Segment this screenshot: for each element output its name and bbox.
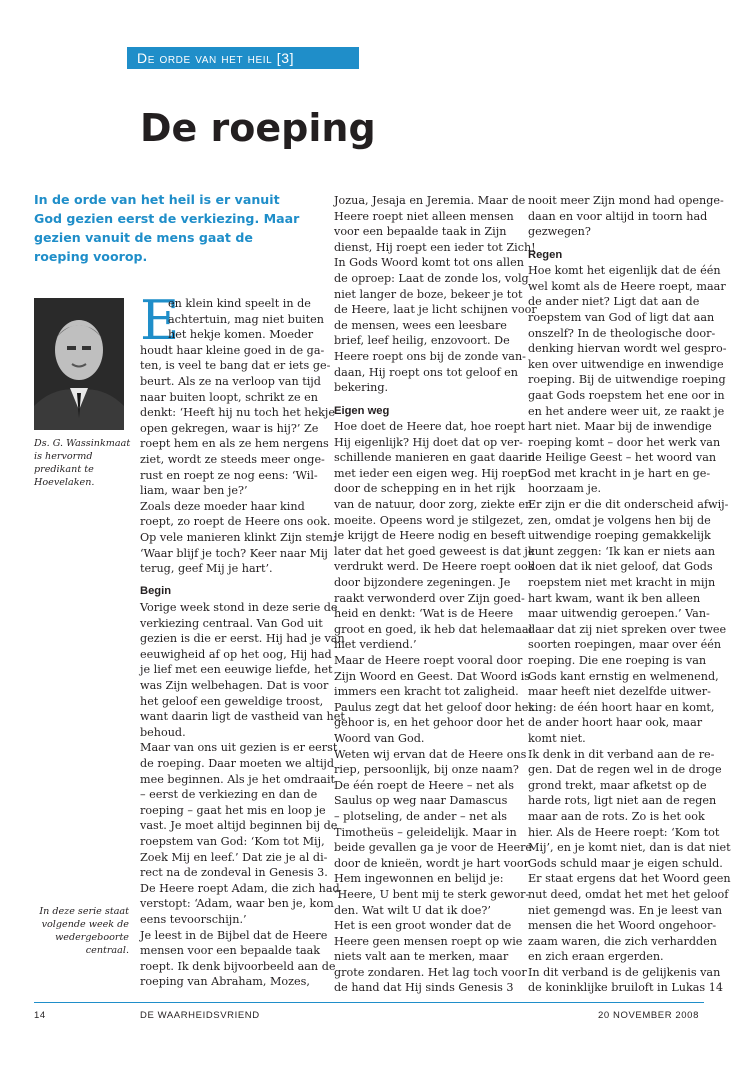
text-line: door de schepping en in het rijk bbox=[334, 482, 516, 496]
text-line: roept, zo roept de Heere ons ook. bbox=[140, 515, 331, 529]
text-line: voor een bepaalde taak in Zijn bbox=[334, 225, 507, 239]
text-line: roeping van Abraham, Mozes, bbox=[140, 975, 310, 989]
text-line: denking hiervan wordt wel gespro- bbox=[528, 342, 727, 356]
article-column-2 bbox=[334, 193, 537, 996]
article-column-3 bbox=[528, 193, 731, 996]
text-line: denkt: ‘Heeft hij nu toch het hekje bbox=[140, 406, 335, 420]
text-line: maar uitwendig geroepen.’ Van- bbox=[528, 607, 710, 621]
paragraph-gap bbox=[334, 396, 537, 404]
text-line: roepstem van God: ‘Kom tot Mij, bbox=[140, 834, 325, 848]
text-line: hart kwam, want ik ben alleen bbox=[528, 591, 701, 605]
text-line: Ik denk in dit verband aan de re- bbox=[528, 747, 715, 761]
text-line: Zoals deze moeder haar kind bbox=[140, 499, 305, 513]
text-line: maar heeft niet dezelfde uitwer- bbox=[528, 685, 711, 699]
text-line: uitwendige roeping gemakkelijk bbox=[528, 529, 711, 543]
text-line: doen dat ik niet geloof, dat Gods bbox=[528, 560, 713, 574]
page-number: 14 bbox=[34, 1010, 46, 1021]
text-line: Saulus op weg naar Damascus bbox=[334, 794, 508, 808]
text-line: door bijzondere zegeningen. Je bbox=[334, 576, 511, 590]
intro-lead: In de orde van het heil is er vanuit God gezien eerst de verkiezing. Maar gezien vanuit de mens gaat de roeping voorop. bbox=[34, 192, 300, 264]
text-line: roeping komt – door het werk van bbox=[528, 435, 721, 449]
text-line: de Heere, laat je licht schijnen voor bbox=[334, 303, 537, 317]
text-line: ziet, wordt ze steeds meer onge- bbox=[140, 452, 325, 466]
text-line: en het andere weer uit, ze raakt je bbox=[528, 404, 725, 418]
text-line: Heere geen mensen roept op wie bbox=[334, 934, 523, 948]
article-title: De roeping bbox=[140, 106, 376, 150]
text-line: hoorzaam je. bbox=[528, 482, 602, 496]
text-line: niet verdiend.’ bbox=[334, 638, 417, 652]
text-line: Je leest in de Bijbel dat de Heere bbox=[140, 928, 328, 942]
text-line: roepstem niet met kracht in mijn bbox=[528, 576, 716, 590]
text-line: harde rots, ligt niet aan de regen bbox=[528, 794, 717, 808]
text-line: verstopt: ‘Adam, waar ben je, kom bbox=[140, 897, 334, 911]
section-heading: Begin bbox=[140, 585, 172, 598]
text-line: roeping. Bij de uitwendige roeping bbox=[528, 373, 726, 387]
text-line: Weten wij ervan dat de Heere ons bbox=[334, 747, 527, 761]
text-line: rect na de zondeval in Genesis 3. bbox=[140, 866, 328, 880]
text-line: nut deed, omdat het met het geloof bbox=[528, 887, 729, 901]
text-line: eens tevoorschijn.’ bbox=[140, 912, 247, 926]
text-line: Timotheüs – geleidelijk. Maar in bbox=[334, 825, 517, 839]
text-line: naar buiten loopt, schrikt ze en bbox=[140, 390, 318, 404]
author-photo bbox=[34, 298, 124, 430]
text-line: dienst, Hij roept een ieder tot Zich! bbox=[334, 240, 536, 254]
text-line: nooit meer Zijn mond had openge- bbox=[528, 194, 724, 207]
text-line: de roeping. Daar moeten we altijd bbox=[140, 757, 335, 771]
text-line: roepstem van God of ligt dat aan bbox=[528, 310, 715, 324]
text-line: Maar de Heere roept vooral door bbox=[334, 654, 523, 668]
text-line: Jozua, Jesaja en Jeremia. Maar de bbox=[334, 194, 526, 207]
text-line: Paulus zegt dat het geloof door het bbox=[334, 700, 533, 714]
text-line: behoud. bbox=[140, 725, 186, 739]
text-line: mensen voor een bepaalde taak bbox=[140, 944, 321, 958]
text-line: grond trekt, maar afketst op de bbox=[528, 778, 707, 792]
text-line: roeping. Die ene roeping is van bbox=[528, 654, 707, 668]
text-line: mee beginnen. Als je het omdraait bbox=[140, 772, 336, 786]
text-line: Op vele manieren klinkt Zijn stem: bbox=[140, 530, 337, 544]
text-line: De één roept de Heere – net als bbox=[334, 778, 514, 792]
text-line: Woord van God. bbox=[334, 731, 425, 745]
section-heading: Regen bbox=[528, 248, 563, 261]
text-line: Zijn Woord en Geest. Dat Woord is bbox=[334, 669, 531, 683]
text-line: open gekregen, waar is hij?’ Ze bbox=[140, 421, 319, 435]
text-line: en klein kind speelt in de bbox=[168, 297, 311, 310]
text-line: brief, leef heilig, enzovoort. De bbox=[334, 334, 510, 348]
text-line: hier. Als de Heere roept: ‘Kom tot bbox=[528, 825, 720, 839]
text-line: vast. Je moet altijd beginnen bij de bbox=[140, 819, 338, 833]
text-line: terug, geef Mij je hart’. bbox=[140, 562, 273, 576]
text-line: – plotseling, de ander – net als bbox=[334, 809, 508, 823]
text-line: en zich eraan ergerden. bbox=[528, 950, 664, 964]
text-line: de mensen, wees een leesbare bbox=[334, 318, 507, 332]
text-line: later dat het goed geweest is dat je bbox=[334, 544, 535, 558]
text-line: onszelf? In de theologische door- bbox=[528, 326, 716, 340]
text-line: Hij eigenlijk? Hij doet dat op ver- bbox=[334, 435, 523, 449]
text-line: was Zijn welbehagen. Dat is voor bbox=[140, 679, 329, 693]
text-line: daan en voor altijd in toorn had bbox=[528, 209, 708, 223]
text-line: verdrukt werd. De Heere roept ook bbox=[334, 560, 535, 574]
text-line: moeite. Opeens word je stilgezet, bbox=[334, 513, 524, 527]
text-line: immers een kracht tot zaligheid. bbox=[334, 685, 519, 699]
text-line: – eerst de verkiezing en dan de bbox=[140, 788, 318, 802]
photo-caption: Ds. G. Wassinkmaat is hervormd predikant te Hoevelaken. bbox=[34, 438, 131, 488]
text-line: beurt. Als ze na verloop van tijd bbox=[140, 374, 321, 388]
text-line: met ieder een eigen weg. Hij roept bbox=[334, 466, 533, 480]
text-line: Hoe komt het eigenlijk dat de één bbox=[528, 264, 721, 278]
text-line: liam, waar ben je?’ bbox=[140, 484, 248, 498]
text-line: het geloof een geweldige troost, bbox=[140, 694, 324, 708]
text-line: schillende manieren en gaat daarin bbox=[334, 451, 536, 465]
text-line: heid en denkt: ‘Wat is de Heere bbox=[334, 607, 514, 621]
text-line: gaat Gods roepstem het ene oor in bbox=[528, 388, 725, 402]
text-line: niet gemengd was. En je leest van bbox=[528, 903, 723, 917]
sidebar-caption: In deze serie staat volgende week de wedergeboorte centraal. bbox=[39, 906, 129, 956]
text-line: gehoor is, en het gehoor door het bbox=[334, 716, 525, 730]
text-line: door de knieën, wordt je hart voor bbox=[334, 856, 529, 870]
drop-cap: E bbox=[140, 289, 180, 352]
text-line: king: de één hoort haar en komt, bbox=[528, 700, 715, 714]
text-line: niet langer de boze, bekeer je tot bbox=[334, 287, 523, 301]
text-line: In Gods Woord komt tot ons allen bbox=[334, 256, 524, 270]
text-line: Heere roept ons bij de zonde van- bbox=[334, 349, 526, 363]
text-line: gen. Dat de regen wel in de droge bbox=[528, 763, 722, 777]
text-line: de hand dat Hij sinds Genesis 3 bbox=[334, 981, 514, 995]
text-line: Het is een groot wonder dat de bbox=[334, 919, 512, 933]
text-line: de ander niet? Ligt dat aan de bbox=[528, 295, 700, 309]
text-line: de oproep: Laat de zonde los, volg bbox=[334, 271, 529, 285]
text-line: gezwegen? bbox=[528, 225, 591, 239]
text-line: Hem ingewonnen en belijd je: bbox=[334, 872, 504, 886]
article-column-1 bbox=[140, 289, 345, 990]
text-line: Er staat ergens dat het Woord geen bbox=[528, 872, 731, 886]
text-line: groot en goed, ik heb dat helemaal bbox=[334, 622, 533, 636]
text-line: achtertuin, mag niet buiten bbox=[168, 312, 324, 326]
text-line: ‘Heere, U bent mij te sterk gewor- bbox=[334, 887, 530, 901]
portrait-image bbox=[34, 298, 124, 430]
text-line: den. Wat wilt U dat ik doe?’ bbox=[334, 903, 491, 917]
text-line: raakt verwonderd over Zijn goed- bbox=[334, 591, 525, 605]
text-line: De Heere roept Adam, die zich had bbox=[140, 881, 340, 895]
footer-rule bbox=[34, 1002, 704, 1003]
text-line: maar aan de rots. Zo is het ook bbox=[528, 809, 705, 823]
text-line: het hekje komen. Moeder bbox=[168, 328, 314, 342]
text-line: ken over uitwendige en inwendige bbox=[528, 357, 724, 371]
section-heading: Eigen weg bbox=[334, 404, 390, 417]
text-line: gezien is die er eerst. Hij had je van bbox=[140, 632, 345, 646]
text-line: komt niet. bbox=[528, 731, 586, 745]
text-line: soorten roepingen, maar over één bbox=[528, 638, 722, 652]
text-line: Gods kant ernstig en welmenend, bbox=[528, 669, 719, 683]
text-line: rust en roept ze nog eens: ‘Wil- bbox=[140, 468, 318, 482]
paragraph-gap bbox=[140, 577, 345, 585]
text-line: verkiezing centraal. Van God uit bbox=[140, 616, 323, 630]
text-line: In dit verband is de gelijkenis van bbox=[528, 965, 721, 979]
text-line: roept hem en als ze hem nergens bbox=[140, 437, 329, 451]
text-line: Vorige week stond in deze serie de bbox=[140, 601, 338, 615]
text-line: zen, omdat je volgens hen bij de bbox=[528, 513, 711, 527]
text-line: roeping – gaat het mis en loop je bbox=[140, 803, 326, 817]
text-line: want daarin ligt de vastheid van het bbox=[140, 710, 345, 724]
text-line: eeuwigheid af op het oog, Hij had bbox=[140, 647, 332, 661]
text-line: Er zijn er die dit onderscheid afwij- bbox=[528, 498, 729, 512]
text-line: de ander hoort haar ook, maar bbox=[528, 716, 703, 730]
text-line: wel komt als de Heere roept, maar bbox=[528, 279, 726, 293]
text-line: ‘Waar blijf je toch? Keer naar Mij bbox=[140, 546, 328, 560]
text-line: je krijgt de Heere nodig en beseft bbox=[334, 529, 526, 543]
text-line: de Heilige Geest – het woord van bbox=[528, 451, 717, 465]
text-line: hart niet. Maar bij de inwendige bbox=[528, 420, 712, 434]
text-line: Gods schuld maar je eigen schuld. bbox=[528, 856, 723, 870]
issue-date: 20 NOVEMBER 2008 bbox=[598, 1010, 699, 1021]
text-line: grote zondaren. Het lag toch voor bbox=[334, 965, 527, 979]
text-line: Mij’, en je komt niet, dan is dat niet bbox=[528, 841, 731, 855]
text-line: zaam waren, die zich verhardden bbox=[528, 934, 718, 948]
text-line: je lief met een eeuwige liefde, het bbox=[140, 663, 333, 677]
text-line: niets valt aan te merken, maar bbox=[334, 950, 509, 964]
text-line: Zoek Mij en leef.’ Dat zie je al di- bbox=[140, 850, 328, 864]
text-line: daar dat zij niet spreken over twee bbox=[528, 622, 727, 636]
text-line: van de natuur, door zorg, ziekte en bbox=[334, 498, 533, 512]
text-line: kunt zeggen: ‘Ik kan er niets aan bbox=[528, 544, 716, 558]
publication-name: DE WAARHEIDSVRIEND bbox=[140, 1010, 260, 1021]
series-tag: De orde van het heil [3] bbox=[127, 47, 359, 69]
text-line: Maar van ons uit gezien is er eerst bbox=[140, 741, 338, 755]
text-line: daan, Hij roept ons tot geloof en bbox=[334, 365, 518, 379]
text-line: God met kracht in je hart en ge- bbox=[528, 466, 711, 480]
text-line: houdt haar kleine goed in de ga- bbox=[140, 343, 325, 357]
text-line: mensen die het Woord ongehoor- bbox=[528, 919, 717, 933]
text-line: de koninklijke bruiloft in Lukas 14 bbox=[528, 981, 723, 995]
text-line: Heere roept niet alleen mensen bbox=[334, 209, 514, 223]
paragraph-gap bbox=[528, 240, 731, 248]
text-line: ten, is veel te bang dat er iets ge- bbox=[140, 359, 331, 373]
text-line: bekering. bbox=[334, 381, 389, 395]
text-line: beide gevallen ga je voor de Heere bbox=[334, 841, 533, 855]
text-line: Hoe doet de Heere dat, hoe roept bbox=[334, 420, 526, 434]
text-line: roept. Ik denk bijvoorbeeld aan de bbox=[140, 959, 336, 973]
text-line: riep, persoonlijk, bij onze naam? bbox=[334, 763, 519, 777]
